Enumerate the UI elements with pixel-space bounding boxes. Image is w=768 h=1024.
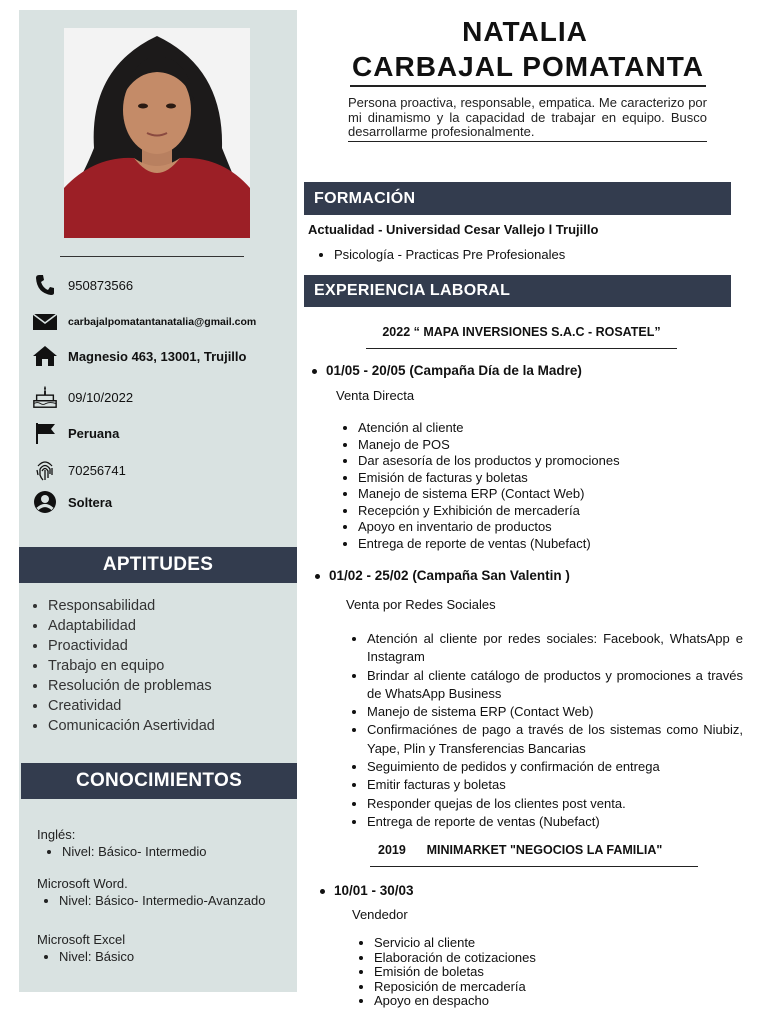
- knowledge-name: Inglés:: [37, 827, 76, 842]
- company-title-2: 2019 MINIMARKET "NEGOCIOS LA FAMILIA": [370, 843, 698, 867]
- company-title: 2022 “ MAPA INVERSIONES S.A.C - ROSATEL”: [366, 325, 677, 349]
- list-item: • Proactividad: [48, 636, 215, 656]
- list-item: • Emisión de boletas: [374, 965, 694, 980]
- list-item: • Creatividad: [48, 696, 215, 716]
- role-2: Venta por Redes Sociales: [346, 597, 496, 612]
- photo-divider: [60, 256, 244, 257]
- bullet-dot: [320, 889, 325, 894]
- level-label: Nivel:: [59, 893, 92, 908]
- email-text: carbajalpomatantanatalia@gmail.com: [68, 316, 257, 328]
- nationality-text: Peruana: [68, 425, 120, 441]
- knowledge-name: Microsoft Word.: [37, 876, 128, 891]
- tasks-list-1: [340, 420, 718, 552]
- address-text: Magnesio 463, 13001, Trujillo: [68, 348, 247, 364]
- profile-summary: Persona proactiva, responsable, empatica. Me caracterizo por mi dinamismo y la capacidad de trabajar en equipo. Busco desarrollarme profesionalmente.: [348, 96, 707, 142]
- list-item: • Psicología - Practicas Pre Profesionales: [334, 247, 565, 262]
- mail-icon: [32, 309, 58, 335]
- phone-icon: [32, 272, 58, 298]
- period-text: 10/01 - 30/03: [334, 883, 414, 898]
- list-item: • Brindar al cliente catálogo de productos y promociones a través de WhatsApp Business: [367, 667, 743, 704]
- dni-text: 70256741: [68, 462, 126, 478]
- list-item: • Manejo de sistema ERP (Contact Web): [358, 486, 718, 503]
- tasks-list-2: [349, 630, 743, 831]
- list-item: • Apoyo en despacho: [374, 994, 694, 1009]
- list-item: • Servicio al cliente: [374, 936, 694, 951]
- list-item: • Dar asesoría de los productos y promociones: [358, 453, 718, 470]
- list-item: • Confirmaciónes de pago a través de los sistemas como Niubiz, Yape, Plin y Transferencias Bancarias: [367, 721, 743, 758]
- contact-civil-status: [32, 489, 112, 515]
- list-item: • Trabajo en equipo: [48, 656, 215, 676]
- level-value: Básico: [95, 949, 135, 964]
- list-item: • Comunicación Asertividad: [48, 716, 215, 736]
- level-value: Básico- Intermedio: [98, 844, 207, 859]
- period-text: 01/05 - 20/05 (Campaña Día de la Madre): [326, 363, 582, 378]
- tasks-list-3: [356, 936, 694, 1009]
- list-item: • Entrega de reporte de ventas (Nubefact): [358, 536, 718, 553]
- knowledge-name: Microsoft Excel: [37, 932, 126, 947]
- name-last: CARBAJAL POMATANTA: [350, 51, 706, 87]
- period-1: [312, 363, 582, 378]
- bullet-dot: [312, 369, 317, 374]
- list-item: • Entrega de reporte de ventas (Nubefact): [367, 813, 743, 831]
- birthdate-text: 09/10/2022: [68, 389, 134, 405]
- list-item: • Reposición de mercadería: [374, 980, 694, 995]
- period-3: [320, 883, 414, 898]
- level-label: Nivel:: [62, 844, 95, 859]
- list-item: • Seguimiento de pedidos y confirmación de entrega: [367, 758, 743, 776]
- fingerprint-icon: [32, 457, 58, 483]
- conocimientos-header: CONOCIMIENTOS: [21, 763, 297, 799]
- list-item: • Manejo de POS: [358, 437, 718, 454]
- phone-text: 950873566: [68, 277, 134, 293]
- cake-icon: [32, 384, 58, 410]
- list-item: • Atención al cliente por redes sociales: Facebook, WhatsApp e Instagram: [367, 630, 743, 667]
- list-item: • Resolución de problemas: [48, 676, 215, 696]
- list-item: [62, 844, 207, 859]
- contact-birthdate: [32, 384, 133, 410]
- period-text: 01/02 - 25/02 (Campaña San Valentin ): [329, 568, 570, 583]
- list-item: • Responder quejas de los clientes post venta.: [367, 795, 743, 813]
- contact-phone: [32, 272, 133, 298]
- knowledge-excel: [37, 932, 134, 964]
- bullet-dot: [315, 574, 320, 579]
- aptitudes-header: APTITUDES: [19, 547, 297, 583]
- level-label: Nivel:: [59, 949, 92, 964]
- civil-status-text: Soltera: [68, 494, 113, 510]
- home-icon: [32, 343, 58, 369]
- contact-address: [32, 343, 246, 369]
- list-item: • Emisión de facturas y boletas: [358, 470, 718, 487]
- list-item: • Adaptabilidad: [48, 616, 215, 636]
- list-item: • Elaboración de cotizaciones: [374, 951, 694, 966]
- list-item: • Apoyo en inventario de productos: [358, 519, 718, 536]
- list-item: • Emitir facturas y boletas: [367, 776, 743, 794]
- period-2: [315, 568, 570, 583]
- list-item: • Responsabilidad: [48, 596, 215, 616]
- flag-icon: [32, 420, 58, 446]
- contact-nationality: [32, 420, 119, 446]
- user-icon: [32, 489, 58, 515]
- list-item: • Manejo de sistema ERP (Contact Web): [367, 703, 743, 721]
- list-item: [59, 949, 134, 964]
- role-3: Vendedor: [352, 907, 408, 922]
- knowledge-word: [37, 876, 265, 908]
- aptitudes-list: [30, 596, 215, 736]
- contact-dni: [32, 457, 126, 483]
- list-item: • Atención al cliente: [358, 420, 718, 437]
- experiencia-header: EXPERIENCIA LABORAL: [304, 275, 731, 307]
- profile-photo: [64, 28, 250, 238]
- education-line: Actualidad - Universidad Cesar Vallejo l Trujillo: [308, 222, 599, 237]
- name-first: NATALIA: [462, 16, 588, 47]
- knowledge-english: [37, 827, 207, 859]
- formacion-header: FORMACIÓN: [304, 182, 731, 215]
- level-value: Básico- Intermedio-Avanzado: [95, 893, 266, 908]
- list-item: [59, 893, 265, 908]
- list-item: • Recepción y Exhibición de mercadería: [358, 503, 718, 520]
- education-list: [316, 247, 565, 262]
- contact-email: [32, 309, 256, 335]
- role-1: Venta Directa: [336, 388, 415, 403]
